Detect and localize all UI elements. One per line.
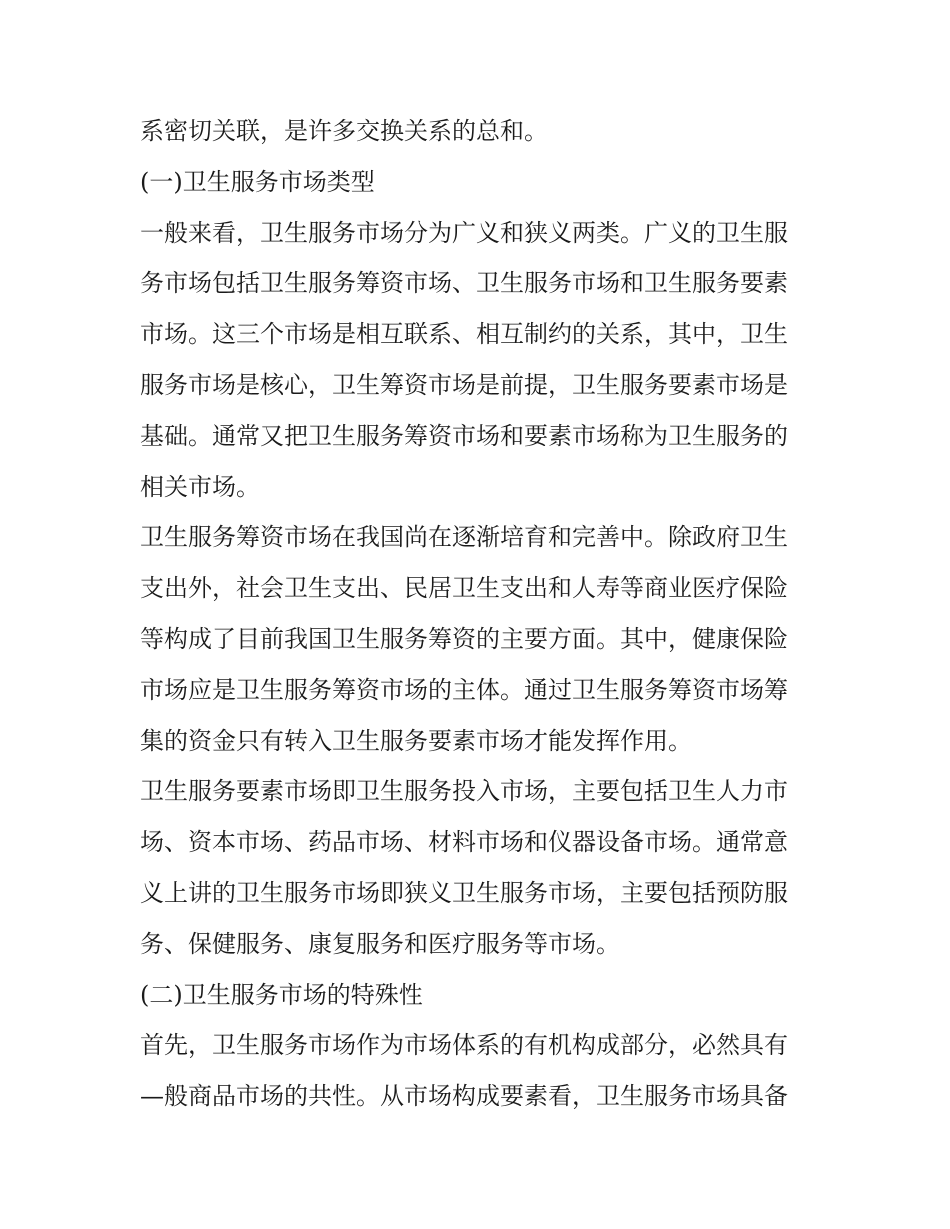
text-line: 一般来看，卫生服务市场分为广义和狭义两类。广义的卫生服	[140, 218, 788, 247]
text-line: 义上讲的卫生服务市场即狭义卫生服务市场，主要包括预防服	[140, 878, 788, 907]
document-body	[140, 106, 814, 1122]
text-line: 务市场包括卫生服务筹资市场、卫生服务市场和卫生服务要素	[140, 269, 788, 298]
text-line: 集的资金只有转入卫生服务要素市场才能发挥作用。	[140, 726, 692, 755]
text-line: —般商品市场的共性。从市场构成要素看，卫生服务市场具备	[140, 1082, 788, 1111]
text-line: 系密切关联，是许多交换关系的总和。	[140, 117, 548, 145]
text-line: 卫生服务要素市场即卫生服务投入市场，主要包括卫生人力市	[140, 777, 788, 806]
text-line: 场、资本市场、药品市场、材料市场和仪器设备市场。通常意	[140, 828, 788, 857]
section-heading: (一)卫生服务市场类型	[140, 167, 375, 196]
section-heading: (二)卫生服务市场的特殊性	[140, 980, 423, 1009]
text-line: 务、保健服务、康复服务和医疗服务等市场。	[140, 929, 620, 958]
text-line: 相关市场。	[140, 472, 260, 501]
text-line: 等构成了目前我国卫生服务筹资的主要方面。其中，健康保险	[140, 624, 788, 653]
text-line: 卫生服务筹资市场在我国尚在逐渐培育和完善中。除政府卫生	[140, 523, 788, 552]
text-line: 市场应是卫生服务筹资市场的主体。通过卫生服务筹资市场筹	[140, 675, 788, 704]
text-line: 首先，卫生服务市场作为市场体系的有机构成部分，必然具有	[140, 1031, 788, 1060]
text-line: 服务市场是核心，卫生筹资市场是前提，卫生服务要素市场是	[140, 370, 788, 399]
text-line: 支出外，社会卫生支出、民居卫生支出和人寿等商业医疗保险	[140, 574, 788, 603]
text-line: 基础。通常又把卫生服务筹资市场和要素市场称为卫生服务的	[140, 421, 788, 450]
text-line: 市场。这三个市场是相互联系、相互制约的关系，其中，卫生	[140, 320, 788, 349]
